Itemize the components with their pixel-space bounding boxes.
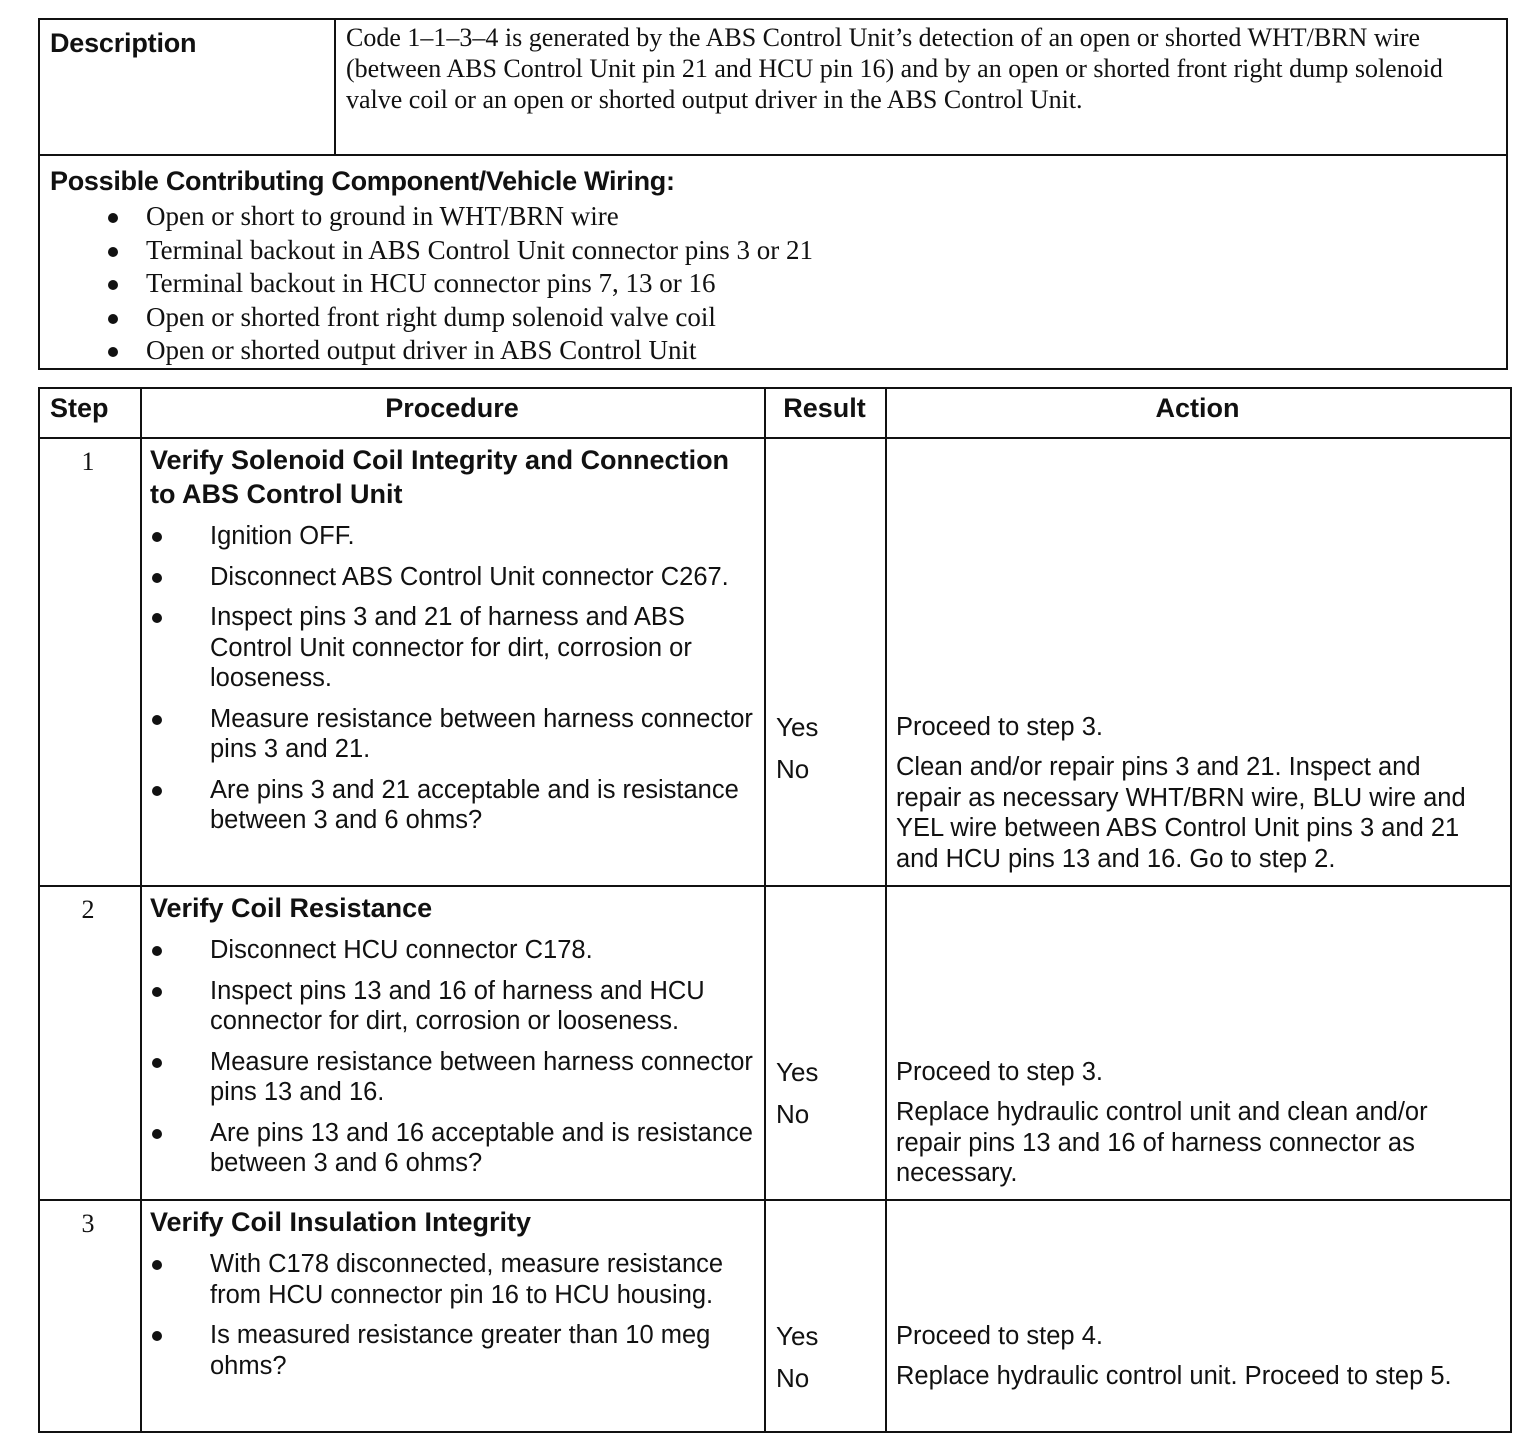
row-divider — [40, 885, 1510, 887]
step-title: Verify Coil Resistance — [150, 893, 433, 923]
list-item — [102, 334, 813, 368]
header-divider — [40, 437, 1510, 439]
bullet-icon — [152, 532, 162, 542]
procedure-text: Are pins 13 and 16 acceptable and is resistance between 3 and 6 ohms? — [210, 1118, 753, 1177]
row-divider — [40, 1199, 1510, 1201]
procedure-text: Disconnect ABS Control Unit connector C267. — [210, 562, 729, 591]
action-yes: Proceed to step 3. — [896, 1058, 1103, 1086]
result-no: No — [776, 754, 810, 784]
procedure-text: Disconnect HCU connector C178. — [210, 936, 593, 964]
bullet-icon — [152, 613, 162, 623]
list-item-text: Terminal backout in ABS Control Unit connector pins 3 or 21 — [146, 234, 814, 265]
bullet-icon — [108, 347, 118, 357]
procedure-item — [140, 521, 760, 552]
procedure-text: Ignition OFF. — [210, 522, 355, 550]
result-yes: Yes — [776, 712, 819, 742]
procedure-list — [140, 1249, 760, 1391]
bullet-icon — [108, 213, 118, 223]
procedure-item — [140, 1249, 760, 1310]
action-yes: Proceed to step 4. — [896, 1322, 1103, 1350]
procedure-table — [38, 387, 1512, 1433]
bullet-icon — [152, 1260, 162, 1270]
result-yes: Yes — [776, 1057, 819, 1087]
result-yes: Yes — [776, 1321, 819, 1351]
procedure-item — [140, 1320, 760, 1381]
list-item — [102, 267, 813, 301]
column-divider — [764, 389, 766, 1431]
list-item — [102, 234, 813, 268]
header-result: Result — [783, 393, 866, 423]
header-action: Action — [1155, 393, 1240, 423]
procedure-text: Are pins 3 and 21 acceptable and is resistance between 3 and 6 ohms? — [210, 775, 739, 834]
action-no: Replace hydraulic control unit. Proceed to step 5. — [896, 1362, 1452, 1390]
list-item — [102, 301, 813, 335]
procedure-text: Is measured resistance greater than 10 meg ohms? — [210, 1321, 711, 1380]
procedure-item — [140, 935, 760, 966]
bullet-icon — [108, 280, 118, 290]
description-box — [38, 18, 1508, 370]
action-no: Replace hydraulic control unit and clean and/or repair pins 13 and 16 of harness connector as necessary. — [896, 1098, 1428, 1187]
procedure-item — [140, 704, 760, 765]
step-number: 3 — [81, 1209, 95, 1238]
procedure-item — [140, 1118, 760, 1179]
procedure-item — [140, 562, 760, 593]
bullet-icon — [152, 946, 162, 956]
list-item-text: Open or short to ground in WHT/BRN wire — [146, 201, 619, 231]
bullet-icon — [152, 573, 162, 583]
procedure-list — [140, 935, 760, 1189]
description-label: Description — [50, 28, 197, 58]
action-yes: Proceed to step 3. — [896, 713, 1103, 741]
procedure-item — [140, 976, 760, 1037]
header-step: Step — [50, 393, 109, 423]
result-no: No — [776, 1099, 810, 1129]
bullet-icon — [152, 786, 162, 796]
procedure-text: Measure resistance between harness connector pins 13 and 16. — [210, 1047, 753, 1106]
bullet-icon — [152, 715, 162, 725]
bullet-icon — [152, 1129, 162, 1139]
bullet-icon — [152, 1331, 162, 1341]
procedure-list — [140, 521, 760, 846]
bullet-icon — [108, 314, 118, 324]
bullet-icon — [152, 1058, 162, 1068]
result-no: No — [776, 1363, 810, 1393]
step-number: 2 — [81, 895, 95, 924]
step-title: Verify Coil Insulation Integrity — [150, 1207, 532, 1237]
contributing-heading: Possible Contributing Component/Vehicle Wiring: — [50, 166, 675, 196]
step-number: 1 — [81, 447, 95, 476]
step-title: Verify Solenoid Coil Integrity and Connection to ABS Control Unit — [150, 445, 730, 509]
action-no: Clean and/or repair pins 3 and 21. Inspect and repair as necessary WHT/BRN wire, BLU wire and YEL wire between ABS Control Unit pins 3 and 21 and HCU pins 13 and 16. Go to step 2. — [896, 753, 1466, 873]
bullet-icon — [152, 987, 162, 997]
header-procedure: Procedure — [385, 393, 519, 423]
procedure-text: Measure resistance between harness connector pins 3 and 21. — [210, 704, 753, 763]
procedure-text: Inspect pins 3 and 21 of harness and ABS Control Unit connector for dirt, corrosion or looseness. — [210, 603, 692, 692]
description-text-cell — [336, 20, 1506, 156]
description-label-cell — [40, 20, 336, 156]
contributing-list — [102, 200, 813, 368]
list-item-text: Open or shorted front right dump solenoid valve coil — [146, 301, 716, 332]
list-item-text: Open or shorted output driver in ABS Control Unit — [146, 335, 697, 365]
procedure-item — [140, 1047, 760, 1108]
procedure-text: With C178 disconnected, measure resistance from HCU connector pin 16 to HCU housing. — [210, 1250, 724, 1309]
description-text: Code 1–1–3–4 is generated by the ABS Control Unit’s detection of an open or shorted WHT/BRN wire (between ABS Control Unit pin 21 and HCU pin 16) and by an open or shorted front right dump solenoid valve coil or an open or shorted output driver in the ABS Control Unit. — [346, 23, 1443, 114]
list-item — [102, 200, 813, 234]
procedure-item — [140, 775, 760, 836]
procedure-text: Inspect pins 13 and 16 of harness and HCU connector for dirt, corrosion or looseness. — [210, 976, 705, 1035]
bullet-icon — [108, 247, 118, 257]
procedure-item — [140, 602, 760, 694]
list-item-text: Terminal backout in HCU connector pins 7, 13 or 16 — [146, 268, 716, 298]
column-divider — [885, 389, 887, 1431]
